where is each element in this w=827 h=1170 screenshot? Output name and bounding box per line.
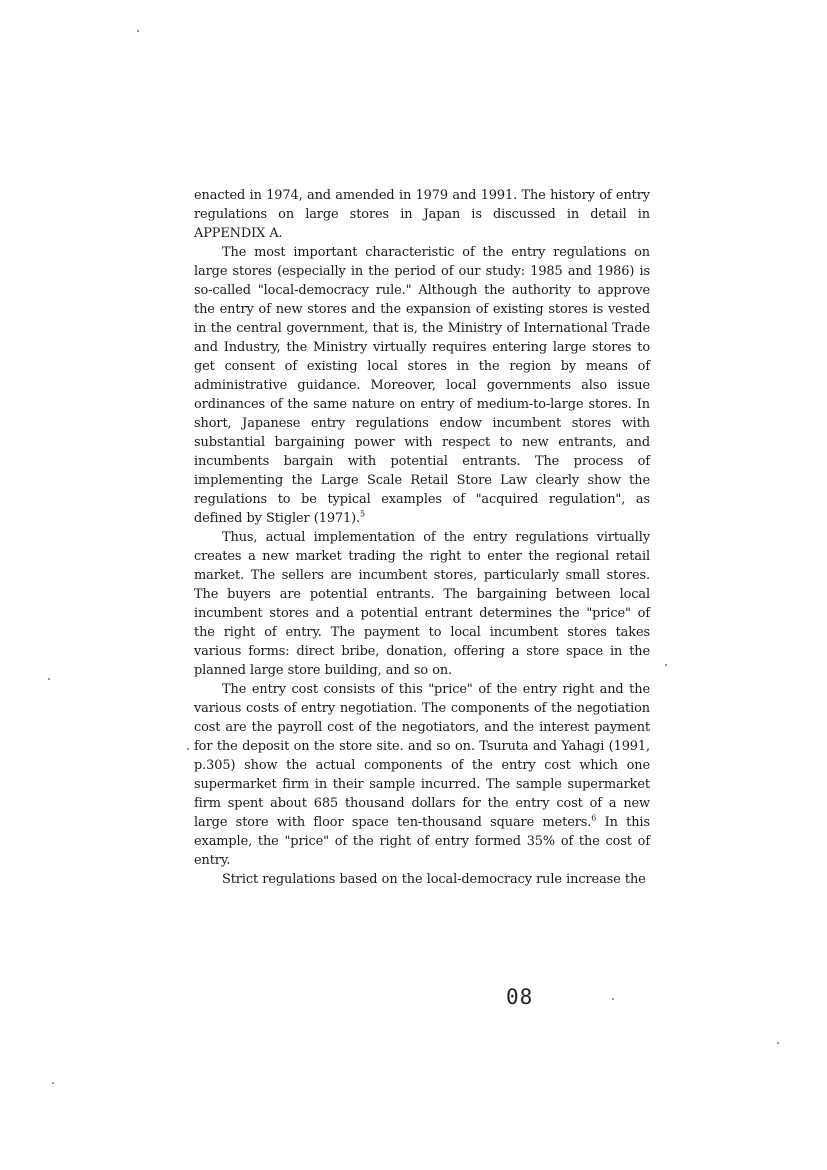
scan-speck xyxy=(612,998,614,1000)
paragraph-3-text: Thus, actual implementation of the entry regulations virtually creates a new market trading the right to enter the regional retail market. The sellers are incumbent stores, particularly small stores. The buyers are potential entrants. The bargaining between local incumbent stores and a potential entrant determines the "price" of the right of entry. The payment to local incumbent stores takes various forms: direct bribe, donation, offering a store space in the planned large store building, and so on. xyxy=(194,530,650,678)
scan-speck xyxy=(187,748,189,750)
paragraph-3 xyxy=(194,528,650,680)
scan-speck xyxy=(48,678,50,680)
paragraph-1 xyxy=(194,186,650,243)
paragraph-5-text: Strict regulations based on the local-democracy rule increase the xyxy=(222,872,646,887)
page-number: 08 xyxy=(506,985,534,1009)
scan-speck xyxy=(665,664,667,666)
scan-speck xyxy=(777,1042,779,1044)
paragraph-2-text: The most important characteristic of the entry regulations on large stores (especially in the period of our study: 1985 and 1986) is so-called "local-democracy rule." Although the authority to approve the entry of new stores and the expansion of existing stores is vested in the central government, that is, the Ministry of International Trade and Industry, the Ministry virtually requires entering large stores to get consent of existing local stores in the region by means of administrative guidance. Moreover, local governments also issue ordinances of the same nature on entry of medium-to-large stores. In short, Japanese entry regulations endow incumbent stores with substantial bargaining power with respect to new entrants, and incumbents bargain with potential entrants. The process of implementing the Large Scale Retail Store Law clearly show the regulations to be typical examples of "acquired regulation", as defined by Stigler (1971). xyxy=(194,245,650,526)
footnote-marker: 6 xyxy=(591,813,597,823)
body-text xyxy=(194,186,650,889)
footnote-marker: 5 xyxy=(360,509,366,519)
paragraph-5 xyxy=(194,870,650,889)
paragraph-1-text: enacted in 1974, and amended in 1979 and 1991. The history of entry regulations on large stores in Japan is discussed in detail in APPENDIX A. xyxy=(194,188,650,241)
scan-speck xyxy=(52,1082,54,1084)
paragraph-4-text-b: In this example, the "price" of the right of entry formed 35% of the cost of entry. xyxy=(194,815,650,868)
paragraph-4-text-a: The entry cost consists of this "price" of the entry right and the various costs of entry negotiation. The components of the negotiation cost are the payroll cost of the negotiators, and the interest payment for the deposit on the store site. and so on. Tsuruta and Yahagi (1991, p.305) show the actual components of the entry cost which one supermarket firm in their sample incurred. The sample supermarket firm spent about 685 thousand dollars for the entry cost of a new large store with floor space ten-thousand square meters. xyxy=(194,682,650,830)
paragraph-4 xyxy=(194,680,650,870)
paragraph-2 xyxy=(194,243,650,528)
scan-speck xyxy=(137,30,139,32)
